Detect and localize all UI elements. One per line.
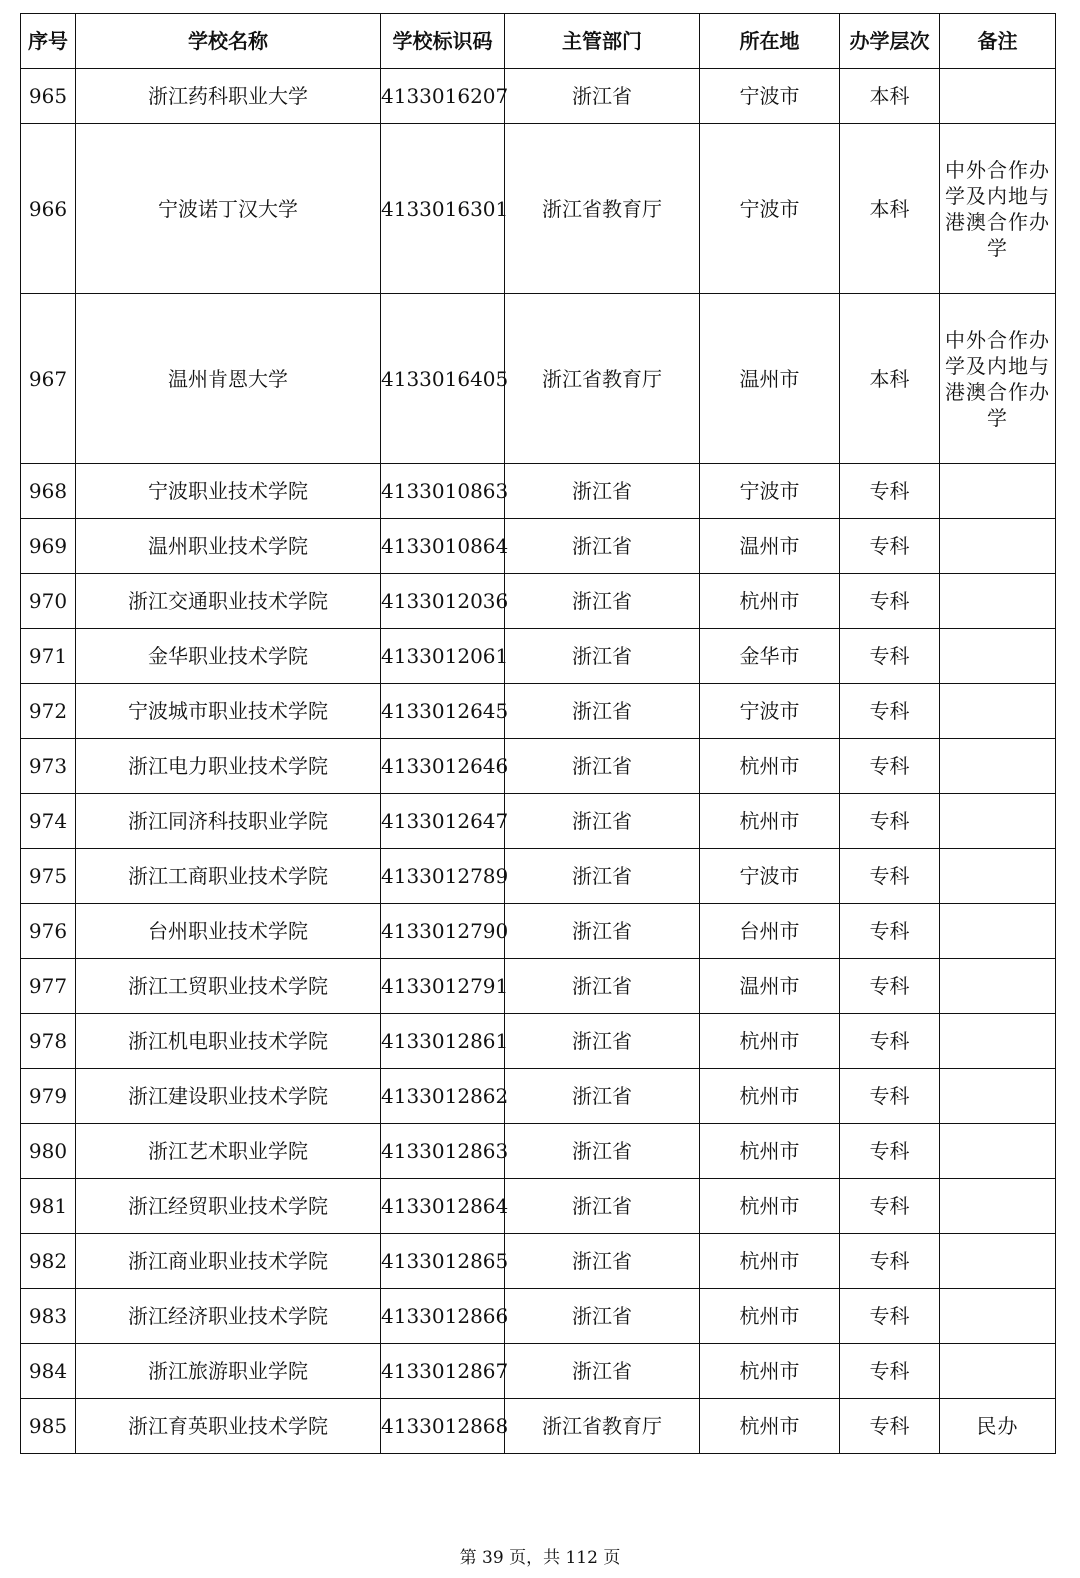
cell-note: [940, 1014, 1056, 1069]
cell-school-code: 4133012036: [381, 574, 505, 629]
cell-serial-number: 982: [21, 1234, 76, 1289]
cell-department: 浙江省: [505, 1179, 700, 1234]
cell-school-name: 宁波城市职业技术学院: [76, 684, 381, 739]
cell-department: 浙江省: [505, 849, 700, 904]
table-row: [21, 1124, 1056, 1179]
cell-school-name: 浙江机电职业技术学院: [76, 1014, 381, 1069]
cell-department: 浙江省: [505, 1124, 700, 1179]
cell-location: 温州市: [700, 294, 840, 464]
cell-note: [940, 629, 1056, 684]
cell-level: 本科: [840, 124, 940, 294]
table-row: [21, 959, 1056, 1014]
table-row: [21, 1014, 1056, 1069]
table-row: [21, 1179, 1056, 1234]
table-row: [21, 519, 1056, 574]
cell-department: 浙江省: [505, 904, 700, 959]
cell-location: 温州市: [700, 519, 840, 574]
cell-level: 专科: [840, 1069, 940, 1124]
cell-school-code: 4133012868: [381, 1399, 505, 1454]
cell-department: 浙江省教育厅: [505, 124, 700, 294]
table-row: [21, 849, 1056, 904]
cell-level: 专科: [840, 1179, 940, 1234]
cell-location: 杭州市: [700, 794, 840, 849]
table-row: [21, 904, 1056, 959]
table-row: [21, 1344, 1056, 1399]
cell-department: 浙江省教育厅: [505, 1399, 700, 1454]
cell-school-name: 浙江经贸职业技术学院: [76, 1179, 381, 1234]
cell-school-code: 4133012862: [381, 1069, 505, 1124]
table-row: [21, 294, 1056, 464]
cell-note: [940, 574, 1056, 629]
table-row: [21, 1399, 1056, 1454]
cell-note: [940, 1289, 1056, 1344]
cell-note: [940, 464, 1056, 519]
cell-school-name: 浙江同济科技职业学院: [76, 794, 381, 849]
cell-department: 浙江省: [505, 684, 700, 739]
cell-location: 宁波市: [700, 464, 840, 519]
cell-note: [940, 904, 1056, 959]
cell-serial-number: 970: [21, 574, 76, 629]
cell-school-code: 4133016301: [381, 124, 505, 294]
cell-serial-number: 980: [21, 1124, 76, 1179]
cell-serial-number: 974: [21, 794, 76, 849]
table-row: [21, 124, 1056, 294]
cell-serial-number: 977: [21, 959, 76, 1014]
cell-school-code: 4133010863: [381, 464, 505, 519]
header-school-name: 学校名称: [76, 14, 381, 69]
cell-department: 浙江省: [505, 1289, 700, 1344]
page-footer: 第 39 页，共 112 页: [459, 1548, 621, 1568]
cell-note: [940, 739, 1056, 794]
cell-department: 浙江省: [505, 519, 700, 574]
cell-school-name: 浙江工商职业技术学院: [76, 849, 381, 904]
cell-serial-number: 984: [21, 1344, 76, 1399]
cell-department: 浙江省: [505, 1344, 700, 1399]
cell-location: 杭州市: [700, 1014, 840, 1069]
cell-school-name: 浙江电力职业技术学院: [76, 739, 381, 794]
cell-department: 浙江省: [505, 1069, 700, 1124]
header-department: 主管部门: [505, 14, 700, 69]
cell-school-name: 浙江旅游职业学院: [76, 1344, 381, 1399]
cell-level: 专科: [840, 464, 940, 519]
cell-location: 金华市: [700, 629, 840, 684]
cell-school-code: 4133016405: [381, 294, 505, 464]
cell-school-code: 4133012863: [381, 1124, 505, 1179]
cell-school-code: 4133012867: [381, 1344, 505, 1399]
cell-school-code: 4133016207: [381, 69, 505, 124]
cell-school-code: 4133012790: [381, 904, 505, 959]
cell-location: 杭州市: [700, 1069, 840, 1124]
header-school-code: 学校标识码: [381, 14, 505, 69]
cell-level: 专科: [840, 1234, 940, 1289]
cell-school-name: 浙江建设职业技术学院: [76, 1069, 381, 1124]
cell-note: [940, 959, 1056, 1014]
cell-school-name: 浙江药科职业大学: [76, 69, 381, 124]
cell-serial-number: 972: [21, 684, 76, 739]
cell-school-code: 4133012646: [381, 739, 505, 794]
cell-level: 专科: [840, 1344, 940, 1399]
cell-school-code: 4133012645: [381, 684, 505, 739]
cell-school-name: 温州肯恩大学: [76, 294, 381, 464]
cell-school-name: 金华职业技术学院: [76, 629, 381, 684]
cell-note: [940, 1124, 1056, 1179]
cell-note: [940, 849, 1056, 904]
cell-department: 浙江省: [505, 959, 700, 1014]
table-row: [21, 69, 1056, 124]
cell-school-code: 4133012791: [381, 959, 505, 1014]
table-row: [21, 1234, 1056, 1289]
cell-school-name: 温州职业技术学院: [76, 519, 381, 574]
cell-location: 杭州市: [700, 1179, 840, 1234]
cell-location: 宁波市: [700, 124, 840, 294]
cell-serial-number: 983: [21, 1289, 76, 1344]
cell-note: [940, 1179, 1056, 1234]
cell-note: [940, 794, 1056, 849]
cell-school-name: 浙江育英职业技术学院: [76, 1399, 381, 1454]
table-body: [21, 69, 1056, 1454]
cell-serial-number: 969: [21, 519, 76, 574]
cell-school-name: 浙江交通职业技术学院: [76, 574, 381, 629]
cell-school-name: 宁波职业技术学院: [76, 464, 381, 519]
cell-level: 本科: [840, 294, 940, 464]
cell-level: 专科: [840, 1289, 940, 1344]
header-serial-number: 序号: [21, 14, 76, 69]
cell-serial-number: 965: [21, 69, 76, 124]
table-row: [21, 1289, 1056, 1344]
cell-school-name: 浙江商业职业技术学院: [76, 1234, 381, 1289]
cell-school-name: 宁波诺丁汉大学: [76, 124, 381, 294]
cell-level: 专科: [840, 959, 940, 1014]
cell-note: 中外合作办学及内地与港澳合作办学: [940, 294, 1056, 464]
cell-location: 杭州市: [700, 1399, 840, 1454]
cell-serial-number: 967: [21, 294, 76, 464]
cell-department: 浙江省: [505, 629, 700, 684]
header-location: 所在地: [700, 14, 840, 69]
cell-department: 浙江省: [505, 794, 700, 849]
table-row: [21, 739, 1056, 794]
cell-level: 专科: [840, 1399, 940, 1454]
cell-note: [940, 1234, 1056, 1289]
cell-school-name: 浙江经济职业技术学院: [76, 1289, 381, 1344]
cell-serial-number: 971: [21, 629, 76, 684]
table-row: [21, 464, 1056, 519]
cell-school-code: 4133010864: [381, 519, 505, 574]
cell-serial-number: 966: [21, 124, 76, 294]
cell-location: 杭州市: [700, 574, 840, 629]
table-row: [21, 684, 1056, 739]
cell-school-code: 4133012866: [381, 1289, 505, 1344]
cell-serial-number: 973: [21, 739, 76, 794]
cell-department: 浙江省: [505, 574, 700, 629]
cell-note: [940, 69, 1056, 124]
cell-serial-number: 985: [21, 1399, 76, 1454]
cell-school-code: 4133012789: [381, 849, 505, 904]
cell-note: [940, 1344, 1056, 1399]
cell-department: 浙江省: [505, 1234, 700, 1289]
cell-note: 中外合作办学及内地与港澳合作办学: [940, 124, 1056, 294]
cell-level: 专科: [840, 794, 940, 849]
table-row: [21, 629, 1056, 684]
cell-note: [940, 519, 1056, 574]
cell-level: 专科: [840, 629, 940, 684]
cell-serial-number: 976: [21, 904, 76, 959]
cell-school-name: 浙江艺术职业学院: [76, 1124, 381, 1179]
cell-department: 浙江省: [505, 69, 700, 124]
cell-note: [940, 1069, 1056, 1124]
cell-department: 浙江省: [505, 739, 700, 794]
header-level: 办学层次: [840, 14, 940, 69]
cell-school-name: 浙江工贸职业技术学院: [76, 959, 381, 1014]
table-row: [21, 574, 1056, 629]
table-header-row: [21, 14, 1056, 69]
cell-serial-number: 978: [21, 1014, 76, 1069]
cell-location: 杭州市: [700, 1289, 840, 1344]
cell-level: 专科: [840, 1014, 940, 1069]
cell-school-code: 4133012861: [381, 1014, 505, 1069]
cell-level: 专科: [840, 739, 940, 794]
cell-location: 台州市: [700, 904, 840, 959]
cell-school-name: 台州职业技术学院: [76, 904, 381, 959]
cell-serial-number: 975: [21, 849, 76, 904]
cell-serial-number: 981: [21, 1179, 76, 1234]
cell-school-code: 4133012865: [381, 1234, 505, 1289]
cell-school-code: 4133012864: [381, 1179, 505, 1234]
table-row: [21, 794, 1056, 849]
cell-location: 温州市: [700, 959, 840, 1014]
cell-level: 专科: [840, 904, 940, 959]
cell-school-code: 4133012647: [381, 794, 505, 849]
cell-location: 杭州市: [700, 1124, 840, 1179]
cell-department: 浙江省: [505, 464, 700, 519]
cell-note: [940, 684, 1056, 739]
cell-level: 专科: [840, 574, 940, 629]
cell-serial-number: 968: [21, 464, 76, 519]
table-row: [21, 1069, 1056, 1124]
school-list-table: [20, 13, 1056, 1454]
cell-location: 宁波市: [700, 684, 840, 739]
cell-level: 专科: [840, 849, 940, 904]
cell-level: 专科: [840, 519, 940, 574]
cell-location: 宁波市: [700, 69, 840, 124]
cell-serial-number: 979: [21, 1069, 76, 1124]
cell-location: 杭州市: [700, 1234, 840, 1289]
cell-location: 宁波市: [700, 849, 840, 904]
cell-department: 浙江省: [505, 1014, 700, 1069]
cell-department: 浙江省教育厅: [505, 294, 700, 464]
header-note: 备注: [940, 14, 1056, 69]
cell-level: 专科: [840, 684, 940, 739]
cell-school-code: 4133012061: [381, 629, 505, 684]
cell-level: 专科: [840, 1124, 940, 1179]
cell-location: 杭州市: [700, 739, 840, 794]
cell-note: 民办: [940, 1399, 1056, 1454]
cell-level: 本科: [840, 69, 940, 124]
cell-location: 杭州市: [700, 1344, 840, 1399]
